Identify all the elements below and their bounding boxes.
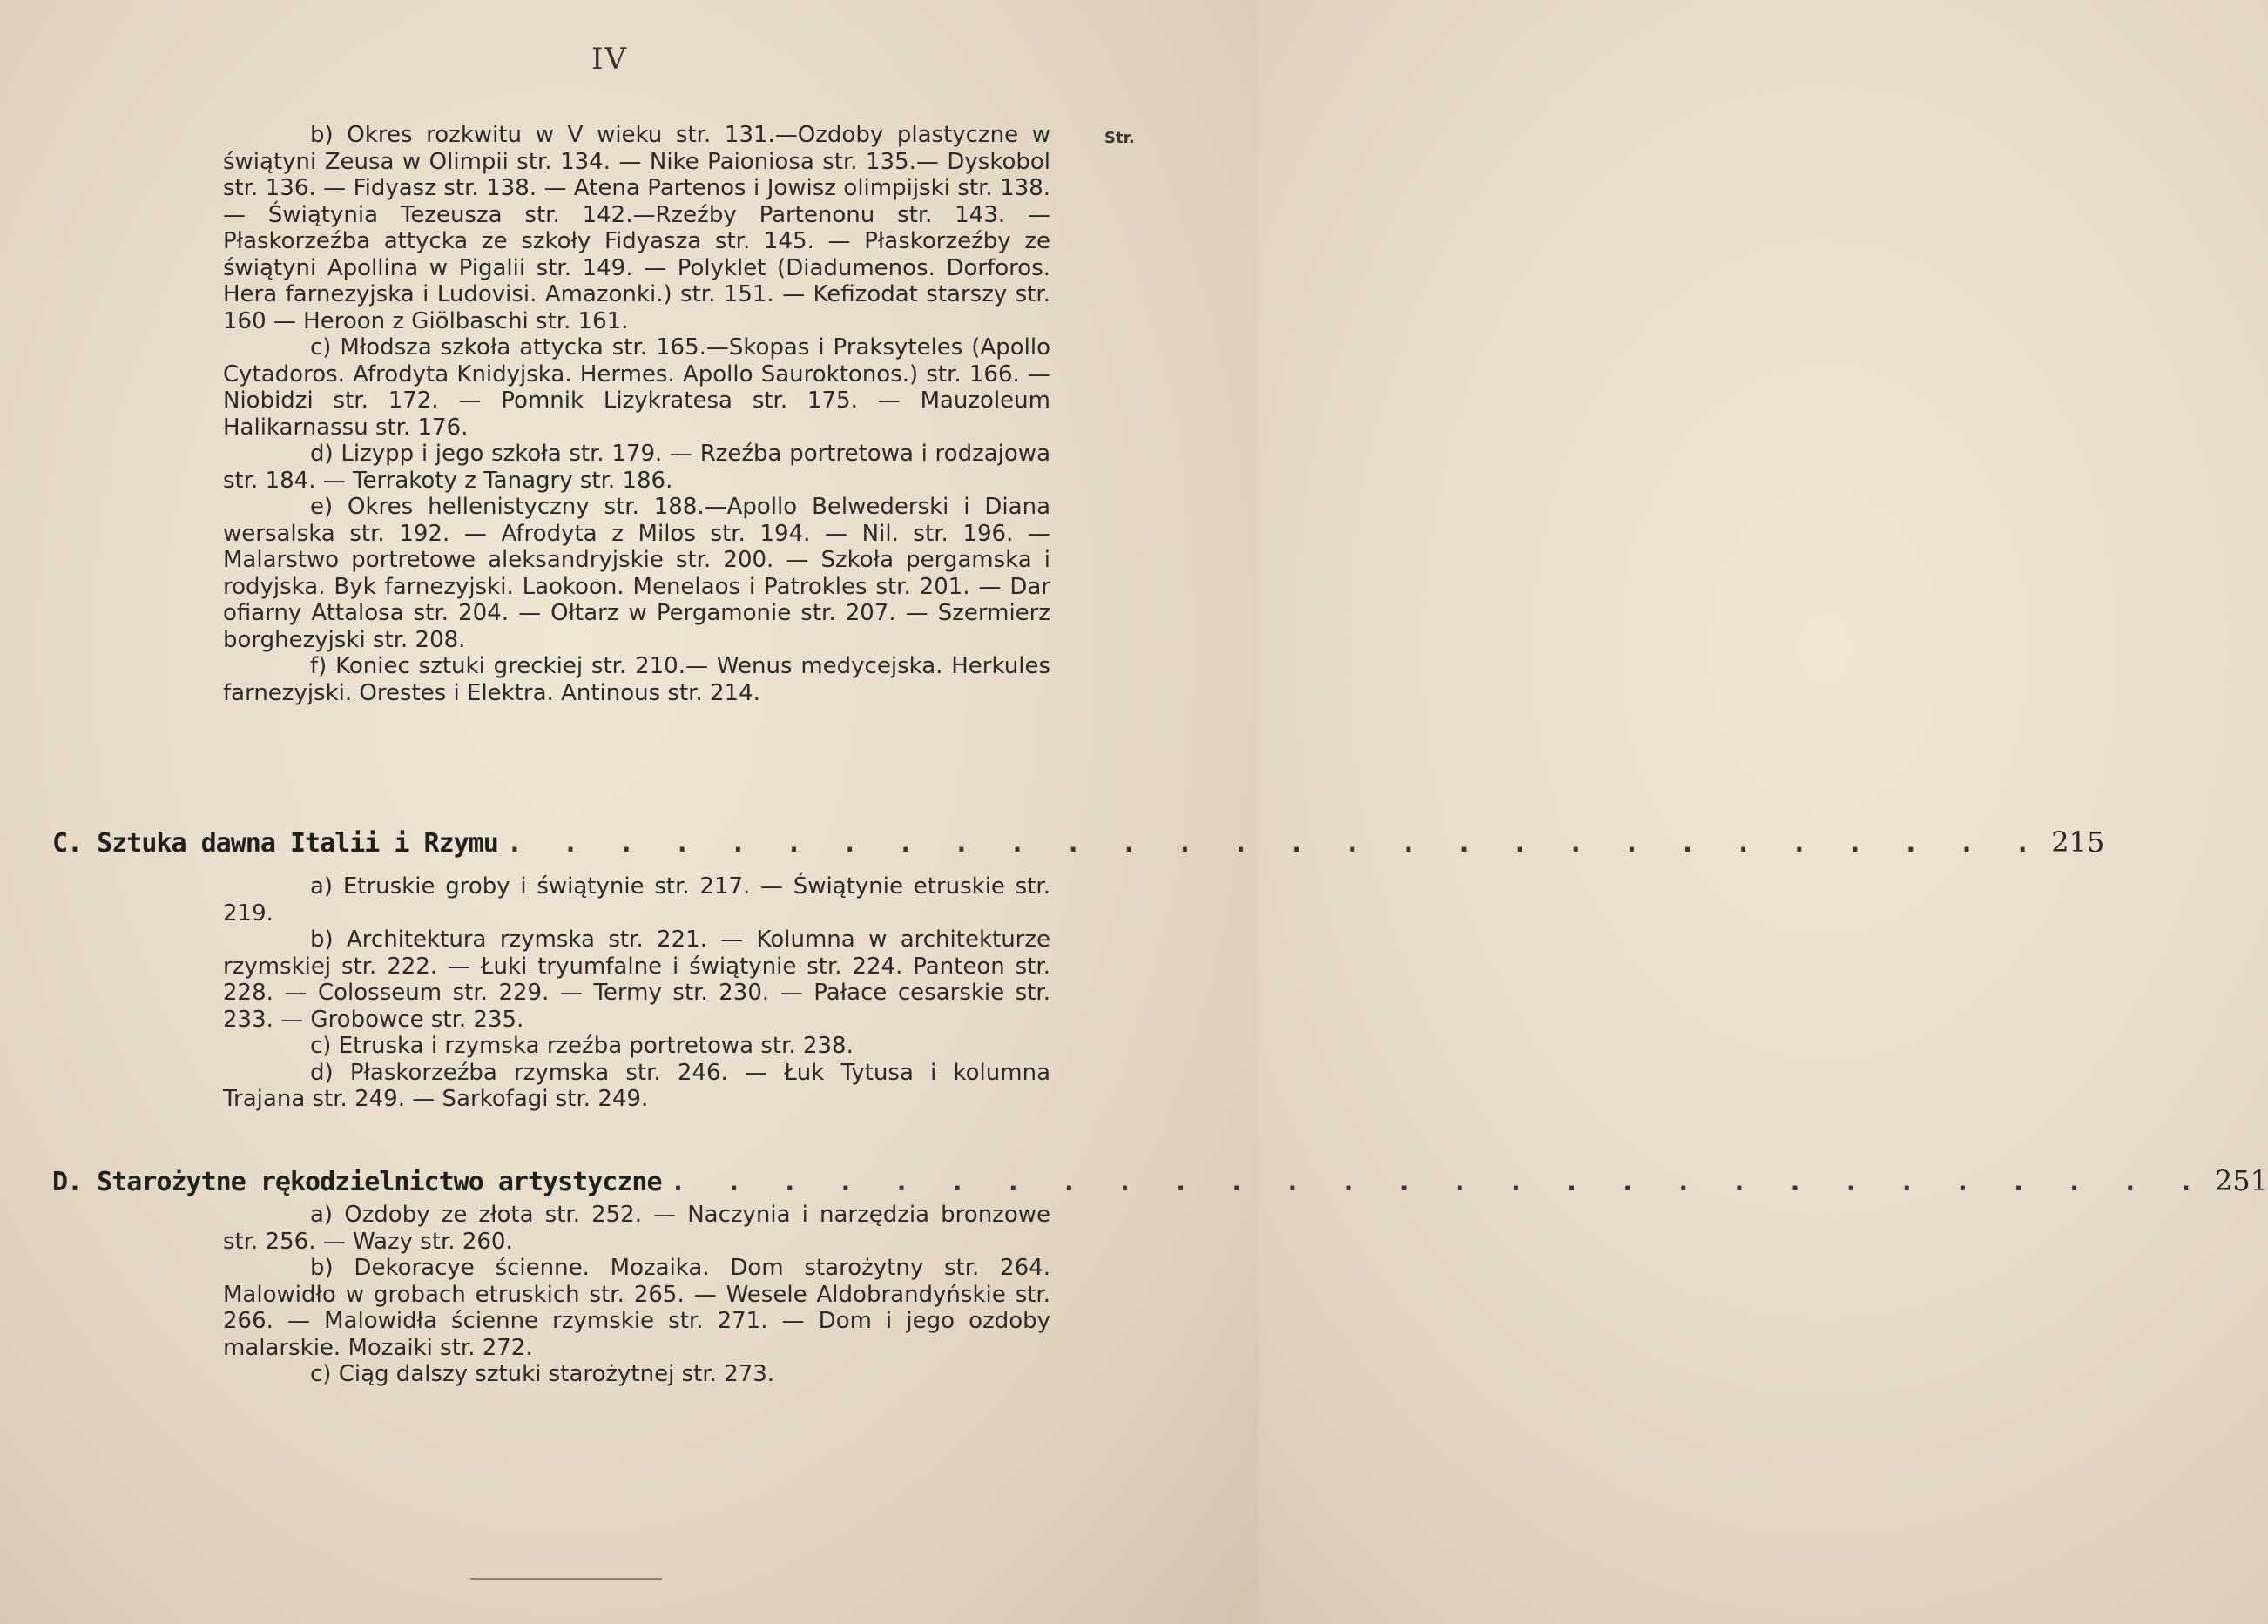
toc-entry: d) Lizypp i jego szkoła str. 179. — Rzeźba portretowa i rodzajowa str. 184. — Terrakoty z Tanagry str. 186. xyxy=(223,441,1050,494)
toc-entry: e) Okres hellenistyczny str. 188.—Apollo Belwederski i Diana wersalska str. 192. — Afrodyta z Milos str. 194. — Nil. str. 196. — Malarstwo portretowe aleksandryjskie str. 200. — Szkoła pergamska i rodyjska. Byk farnezyjski. Laokoon. Menelaos i Patrokles str. 201. — Dar ofiarny Attalosa str. 204. — Ołtarz w Pergamonie str. 207. — Szermierz borghezyjski str. 208. xyxy=(223,494,1050,653)
toc-entry: f) Koniec sztuki greckiej str. 210.— Wenus medycejska. Herkules farnezyjski. Orestes i Elektra. Antinous str. 214. xyxy=(223,653,1050,706)
bottom-rule xyxy=(470,1578,662,1580)
page-folio: IV xyxy=(591,42,628,77)
section-page-number: 251 xyxy=(2214,1164,2268,1197)
toc-section-d xyxy=(52,1164,2268,1197)
toc-block-b xyxy=(223,122,1050,706)
section-page-number: 215 xyxy=(2051,825,2105,859)
toc-entry: b) Okres rozkwitu w V wieku str. 131.—Ozdoby plastyczne w świątyni Zeusa w Olimpii str. 134. — Nike Paioniosa str. 135.— Dyskobol str. 136. — Fidyasz str. 138. — Atena Partenos i Jowisz olimpijski str. 138. — Świątynia Tezeusza str. 142.—Rzeźby Partenonu str. 143. — Płaskorzeźba attycka ze szkoły Fidyasza str. 145. — Płaskorzeźby ze świątyni Apollina w Pigalii str. 149. — Polyklet (Diadumenos. Dorforos. Hera farnezyjska i Ludovisi. Amazonki.) str. 151. — Kefizodat starszy str. 160 — Heroon z Giölbaschi str. 161. xyxy=(223,122,1050,334)
toc-entry: a) Etruskie groby i świątynie str. 217. — Świątynie etruskie str. 219. xyxy=(223,873,1050,927)
toc-entry: c) Młodsza szkoła attycka str. 165.—Skopas i Praksyteles (Apollo Cytadoros. Afrodyta Knidyjska. Hermes. Apollo Sauroktonos.) str. 166. — Niobidzi str. 172. — Pomnik Lizykratesa str. 175. — Mauzoleum Halikarnassu str. 176. xyxy=(223,334,1050,441)
toc-entry: c) Etruska i rzymska rzeźba portretowa str. 238. xyxy=(310,1033,854,1059)
page-column-header: Str. xyxy=(1104,129,1135,147)
dot-leader: . . . . . . . . . . . . . . . . . . . . . . . . . . . . xyxy=(670,1167,2206,1197)
toc-block-c xyxy=(223,873,1050,1113)
dot-leader: . . . . . . . . . . . . . . . . . . . . . . . . . . . . xyxy=(506,828,2043,859)
toc-block-d xyxy=(223,1202,1050,1388)
toc-entry: b) Dekoracye ścienne. Mozaika. Dom starożytny str. 264. Malowidło w grobach etruskich str. 265. — Wesele Aldobrandyńskie str. 266. — Malowidła ścienne rzymskie str. 271. — Dom i jego ozdoby malarskie. Mozaiki str. 272. xyxy=(223,1255,1050,1361)
toc-entry: c) Ciąg dalszy sztuki starożytnej str. 273. xyxy=(310,1361,775,1387)
section-title: C. Sztuka dawna Italii i Rzymu xyxy=(52,828,498,859)
toc-entry: b) Architektura rzymska str. 221. — Kolumna w architekturze rzymskiej str. 222. — Łuki tryumfalne i świątynie str. 224. Panteon str. 228. — Colosseum str. 229. — Termy str. 230. — Pałace cesarskie str. 233. — Grobowce str. 235. xyxy=(223,927,1050,1033)
section-title: D. Starożytne rękodzielnictwo artystyczne xyxy=(52,1167,662,1197)
toc-entry: a) Ozdoby ze złota str. 252. — Naczynia i narzędzia bronzowe str. 256. — Wazy str. 260. xyxy=(223,1202,1050,1255)
toc-section-c xyxy=(52,825,2105,859)
toc-entry: d) Płaskorzeźba rzymska str. 246. — Łuk Tytusa i kolumna Trajana str. 249. — Sarkofagi str. 249. xyxy=(223,1059,1050,1112)
